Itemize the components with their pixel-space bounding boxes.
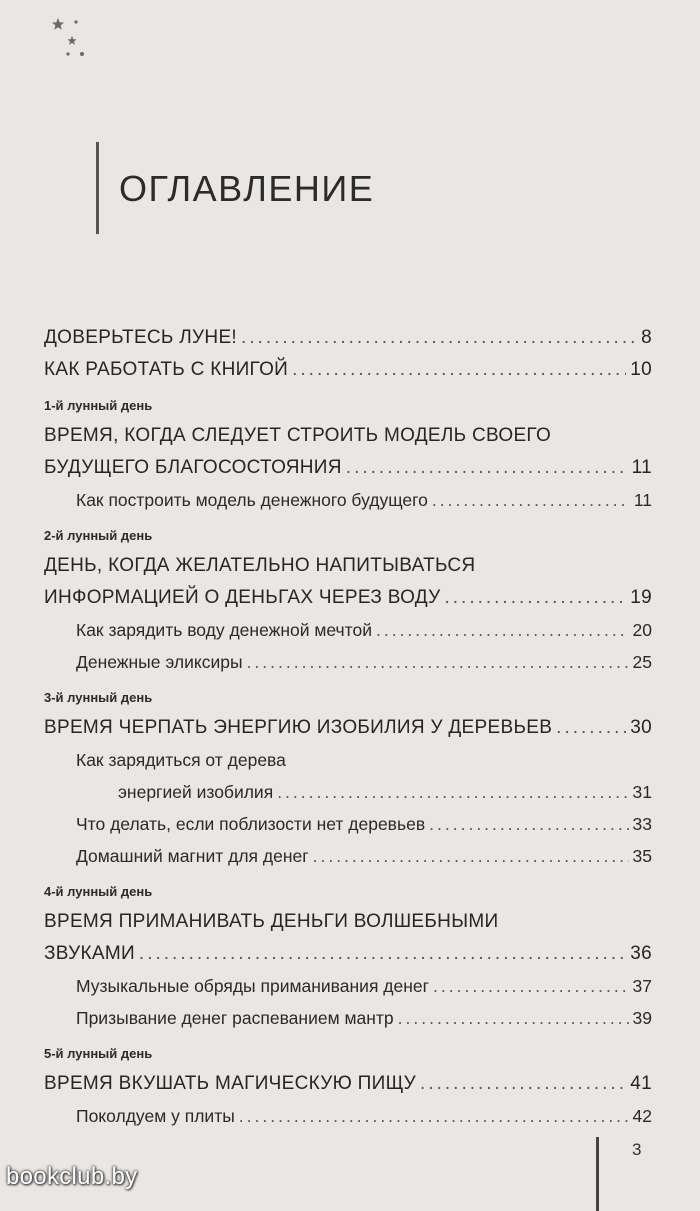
subsection-entry [44,970,652,1002]
chapter-title-line: ИНФОРМАЦИЕЙ О ДЕНЬГАХ ЧЕРЕЗ ВОДУ [44,587,441,608]
dot-leader [432,484,630,516]
page-number: 3 [632,1140,642,1159]
dot-leader [292,354,626,386]
toc-page-number: 30 [630,717,652,738]
toc-page-number: 41 [630,1073,652,1094]
dot-leader [346,452,628,484]
chapter-title-line: ВРЕМЯ, КОГДА СЛЕДУЕТ СТРОИТЬ МОДЕЛЬ СВОЕГО [44,425,552,446]
dot-leader [398,1002,629,1034]
subsection-entry [44,776,652,808]
table-of-contents [44,322,652,1132]
dot-leader [313,840,629,872]
dot-leader [444,582,626,614]
chapter-title-line: ВРЕМЯ ПРИМАНИВАТЬ ДЕНЬГИ ВОЛШЕБНЫМИ [44,911,499,932]
lunar-day-label: 4-й лунный день [44,884,153,899]
toc-entry-text: ДОВЕРЬТЕСЬ ЛУНЕ! [44,327,237,348]
dot-leader [241,322,637,354]
lunar-day-label: 3-й лунный день [44,690,153,705]
subsection-text: Поколдуем у плиты [76,1106,235,1126]
subsection-text: Домашний магнит для денег [76,846,309,866]
toc-page-number: 33 [632,814,652,834]
toc-page-number: 19 [630,587,652,608]
toc-page-number: 20 [632,620,652,640]
toc-page-number: 36 [630,943,652,964]
subsection-entry [44,840,652,872]
subsection-entry [44,614,652,646]
subsection-text: энергией изобилия [118,782,274,802]
subsection-entry [44,484,652,516]
dot-leader [247,646,629,678]
dot-leader [376,614,629,646]
toc-page-number: 8 [641,327,652,348]
chapter-entry [44,712,652,744]
subsection-text: Денежные эликсиры [76,652,243,672]
chapter-entry [44,452,652,484]
toc-page-number: 31 [632,782,652,802]
title-rule [96,142,99,234]
toc-page-number: 42 [632,1106,652,1126]
dot-leader [433,970,629,1002]
toc-entry [44,322,652,354]
chapter-title-line: ДЕНЬ, КОГДА ЖЕЛАТЕЛЬНО НАПИТЫВАТЬСЯ [44,555,476,576]
footer-rule [596,1137,599,1211]
dot-leader [239,1100,629,1132]
toc-entry-text: КАК РАБОТАТЬ С КНИГОЙ [44,359,289,380]
subsection-entry [44,1002,652,1034]
chapter-entry [44,582,652,614]
chapter-title-line: ВРЕМЯ ВКУШАТЬ МАГИЧЕСКУЮ ПИЩУ [44,1073,417,1094]
chapter-entry [44,1068,652,1100]
toc-page-number: 39 [632,1008,652,1028]
page-title: ОГЛАВЛЕНИЕ [119,168,375,209]
toc-page-number: 25 [632,652,652,672]
chapter-title-line: БУДУЩЕГО БЛАГОСОСТОЯНИЯ [44,457,342,478]
subsection-text: Как построить модель денежного будущего [76,490,428,510]
lunar-day-label: 1-й лунный день [44,398,153,413]
subsection-entry [44,646,652,678]
subsection-text: Музыкальные обряды приманивания денег [76,976,430,996]
toc-page-number: 35 [632,846,652,866]
subsection-text: Что делать, если поблизости нет деревьев [76,814,426,834]
toc-entry [44,354,652,386]
chapter-entry [44,938,652,970]
toc-page-number: 10 [630,359,652,380]
subsection-text: Призывание денег распеванием мантр [76,1008,394,1028]
subsection-text: Как зарядиться от дерева [76,750,286,770]
toc-page-number: 37 [632,976,652,996]
subsection-text: Как зарядить воду денежной мечтой [76,620,372,640]
dot-leader [429,808,628,840]
toc-page-number: 11 [633,490,652,510]
dot-leader [139,938,626,970]
subsection-entry [44,808,652,840]
toc-page-number: 11 [631,457,652,478]
chapter-title-line: ЗВУКАМИ [44,943,135,964]
dot-leader [420,1068,626,1100]
watermark: bookclub.by [6,1163,138,1190]
lunar-day-label: 5-й лунный день [44,1046,153,1061]
moon-stars-icon [14,10,92,92]
subsection-entry [44,1100,652,1132]
dot-leader [556,712,626,744]
lunar-day-label: 2-й лунный день [44,528,153,543]
chapter-title-line: ВРЕМЯ ЧЕРПАТЬ ЭНЕРГИЮ ИЗОБИЛИЯ У ДЕРЕВЬЕВ [44,717,553,738]
dot-leader [277,776,628,808]
